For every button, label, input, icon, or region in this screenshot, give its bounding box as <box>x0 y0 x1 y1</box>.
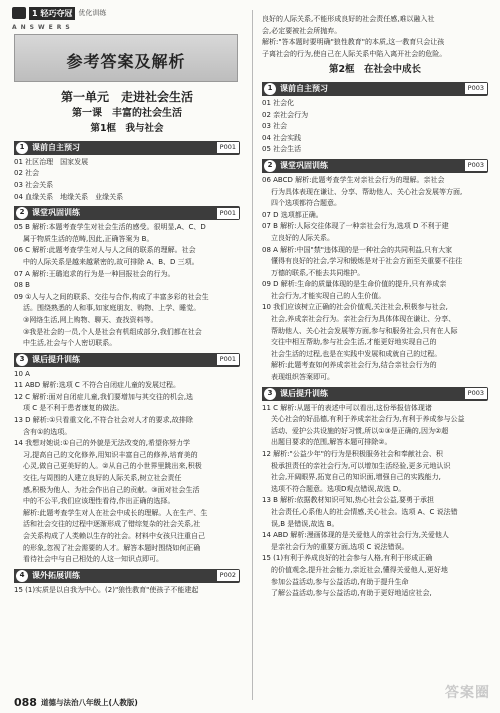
answer-line: 02 亲社会行为 <box>262 110 309 119</box>
answer-line: 的价值观念,提升社会能力,亲近社会,懂得关爱他人,更好地 <box>271 565 448 574</box>
section-page-code: P002 <box>217 570 239 581</box>
section-page-code: P003 <box>465 160 487 171</box>
answer-line: 社会责任,心系他人的社会情感,关心社会。选项 A、C 说法错 <box>271 507 458 516</box>
book-title: 道德与法治八年级上(人教版) <box>40 698 138 707</box>
section-header <box>14 141 240 155</box>
answer-line: 解析:"答本题时要明确"狼性教育"的本质,这一教育只会让孩 <box>262 38 445 47</box>
answer-line: 13 B 解析:依据教材知识可知,热心社会公益,要勇于承担 <box>262 496 434 505</box>
answer-line: 属于物质生活的范畴,因此,正确答案为 B。 <box>23 234 154 243</box>
answer-line: 10 我们应该树立正确的社会价值观,关注社会,积极参与社会, <box>262 303 448 312</box>
answers-label: ANSWERS <box>12 24 74 31</box>
answer-line: 01 社区治理 国家发展 <box>14 157 89 166</box>
answer-line: 02 社会 <box>14 169 40 178</box>
answer-line: 03 社会关系 <box>14 180 54 189</box>
unit-title: 第一单元 走进社会生活 <box>60 90 193 104</box>
answer-line: 表现组织答案即可。 <box>271 373 334 382</box>
answer-line: 解析:此题考查如何养成亲社会行为,结合亲社会行为的 <box>271 361 437 370</box>
section-page-code: P001 <box>217 208 239 219</box>
answer-line: 14 我想对她说:①自己的外貌是无法改变的,希望你努力学 <box>14 439 190 448</box>
section-title: 课后提升训练 <box>32 354 80 364</box>
answer-line: 项 C 是不利于患者康复的做法。 <box>23 404 124 413</box>
answer-line: 01 社会化 <box>262 98 295 107</box>
answer-line: 13 D 解析:①只看重文化,不符合社会对人才的要求,故排除 <box>14 416 193 425</box>
answer-line: 了解公益活动,参与公益活动,有助于更好地适应社会, <box>271 589 432 598</box>
answer-line: 05 社会生活 <box>262 145 302 154</box>
answer-line: 看待社会中与自己相处的人这一知识点即可。 <box>23 555 163 564</box>
answer-line: 子离社会的行为,使自己在人际关系中陷入离开社会的危险。 <box>262 49 447 58</box>
answer-line: 社会,开阔眼界,拓宽自己的知识面,增强自己的实践能力, <box>271 473 441 482</box>
section-number: 3 <box>264 388 276 400</box>
answer-line: 的形象,忽视了社会需要的人才。解答本题时围绕如何正确 <box>23 543 201 552</box>
answer-line: ③我是社会的一员,个人是社会有机组成部分,我们都在社会 <box>23 327 202 336</box>
brand-logo-group <box>12 6 106 20</box>
answer-line: 07 D 选项都正确。 <box>262 210 323 219</box>
answer-line: 是亲社会行为的重要方面,选项 C 说法错误。 <box>271 542 409 551</box>
section-title: 课堂巩固训练 <box>32 208 80 218</box>
section-title: 课前自主预习 <box>280 84 328 94</box>
section-page-code: P001 <box>217 354 239 365</box>
answer-line: 09 D 解析:生命的质量体现的是生命价值的提升,只有养成亲 <box>262 280 447 289</box>
right-sections <box>262 82 488 600</box>
answer-line: 万德的联系,不能去共同维护。 <box>271 268 365 277</box>
section-title: 课后提升训练 <box>280 388 328 398</box>
section-header <box>262 82 488 96</box>
answer-line: 12 解析:"公益少年"的行为是积极服务社会和奉献社会、积 <box>262 450 443 458</box>
frame-title: 第1框 我与社会 <box>90 123 164 135</box>
left-sections <box>14 141 240 597</box>
column-divider <box>252 10 253 700</box>
answer-line: 04 血缘关系 地缘关系 业缘关系 <box>14 192 124 201</box>
answer-line: 15 (1)有利于养成良好的社会参与人格,有利于形成正确 <box>262 554 433 563</box>
answer-line: 参加公益活动,参与公益活动,有助于提升生命 <box>271 577 409 586</box>
answer-line: 习,提高自己的文化修养,用知识丰富自己的修养,培育美的 <box>23 450 198 459</box>
answer-line: 07 B 解析:人际交往体现了一种亲社会行为,选项 D 不利于建 <box>262 222 449 231</box>
answer-line: 立良好的人际关系。 <box>271 233 334 242</box>
answer-line: 09 ①人与人之间的联系、交往与合作,构成了丰富多彩的社会生 <box>14 292 209 301</box>
answer-line: 关心社会的好品德,有利于养成亲社会行为,有利于养成参与公益 <box>271 415 465 424</box>
answer-line: 08 B <box>14 281 30 290</box>
answer-line: 解析:此题考查学生对人在社会中成长的理解。人在生产、生 <box>23 508 208 517</box>
section-page-code: P003 <box>465 83 487 94</box>
answer-line: 良好的人际关系,不能形成良好的社会责任感,难以融入社 <box>262 15 435 23</box>
section-page-code: P001 <box>217 142 239 153</box>
answer-line: 社会生活的过程,也是在实践中发展和成就自己的过程。 <box>271 349 442 358</box>
answer-line: 04 社会实践 <box>262 133 302 142</box>
answer-line: 10 A <box>14 369 30 378</box>
answer-line: 03 社会 <box>262 122 288 131</box>
answer-line: 误,B 是错误,故选 B。 <box>271 519 339 528</box>
brand-subtitle: 优化训练 <box>78 8 107 17</box>
answer-line: 08 A 解析:中国"禁"违体现的是一种社会的共同利益,只有大家 <box>262 245 453 254</box>
answer-line: 含有①的选项。 <box>23 427 72 436</box>
answer-line: 中的不公平,我们应该理性看待,作出正确的选择。 <box>23 497 175 506</box>
frame-title-2: 第2框 在社会中成长 <box>328 64 422 76</box>
section-number: 3 <box>16 354 28 366</box>
answer-line: 06 ABCD 解析:此题考查学生对亲社会行为的理解。亲社会 <box>262 175 445 184</box>
answer-line: 交往,与周围的人建立良好的人际关系,树立社会责任 <box>23 474 182 483</box>
answer-line: 14 ABD 解析:漫画体现的是关爱他人的亲社会行为,关爱他人 <box>262 531 449 540</box>
section-page-code: P003 <box>465 388 487 399</box>
answer-line: 11 C 解析:从题干的表述中可以看出,这份举报信体现诸 <box>262 403 432 412</box>
section-header <box>262 387 488 401</box>
page-number: 088 <box>14 696 37 709</box>
brand-logo-icon <box>12 7 26 19</box>
right-column <box>262 14 488 600</box>
watermark: 答案圈 <box>445 685 490 701</box>
answer-line: 05 B 解析:本题考查学生对社会生活的感受。很明显,A、C、D <box>14 223 206 232</box>
answer-line: 出题目要求的范围,解答本题可排除②。 <box>271 438 392 447</box>
section-header <box>262 159 488 173</box>
answer-line: 会,必定要被社会所抛弃。 <box>262 26 342 35</box>
answer-line: 交往中相互帮助,参与社会生活,才能更好地实现自己的 <box>271 338 437 347</box>
banner-title: 参考答案及解析 <box>66 52 186 71</box>
answer-line: ③网络生活,网上购物、聊天、查找资料等。 <box>23 315 158 324</box>
answer-line: 06 C 解析:此题考查学生对人与人之间的联系的理解。社会 <box>14 246 196 255</box>
answer-line: 活动、爱护公共设施的好习惯,所以①③是正确的,因为②超 <box>271 426 449 435</box>
answer-line: 活。围绕熟悉的人和事,如家庭朋友、购物、上学、睡觉。 <box>23 304 201 313</box>
page-footer <box>14 696 138 709</box>
section-title: 课堂巩固训练 <box>280 161 328 171</box>
section-header <box>14 569 240 583</box>
answer-line: 行为具体表现在谦让、分享、帮助他人、关心社会发展等方面, <box>271 187 463 196</box>
answer-line: 心灵,做自己更美好的人。②从自己的小世界里跳出来,积极 <box>23 462 202 471</box>
answer-line: 12 C 解析:面对自闭症儿童,我们要增加与其交往的机会,选 <box>14 392 194 401</box>
section-header <box>14 353 240 367</box>
section-number: 1 <box>264 83 276 95</box>
brand-name: 1 轻巧夺冠 <box>29 7 75 20</box>
section-number: 2 <box>16 207 28 219</box>
answer-line: 极承担责任的亲社会行为,可以增加生活经验,更多元地认识 <box>271 461 451 470</box>
section-title: 课前自主预习 <box>32 142 80 152</box>
right-intro <box>262 14 488 60</box>
answer-line: 中生活,社会与个人密切联系。 <box>23 339 117 348</box>
answer-line: 帮助他人、关心社会发展等方面,参与和服务社会,只有在人际 <box>271 326 458 335</box>
section-title: 课外拓展训练 <box>32 570 80 580</box>
answer-line: 中的人际关系是越来越紧密的,故可排除 A、B、D 三项。 <box>23 257 199 266</box>
section-number: 4 <box>16 570 28 582</box>
section-number: 1 <box>16 142 28 154</box>
answer-line: 懂得有良好的社会,学习和锻炼是对于社会方面至关重要不往往 <box>271 257 463 266</box>
answer-line: 感,积极为他人、为社会作出自己的贡献。③面对社会生活 <box>23 485 200 494</box>
section-header <box>14 206 240 220</box>
answer-line: 四个选项都符合题意。 <box>271 199 341 208</box>
answer-line: 社会,养成亲社会行为。亲社会行为具体体现在谦让、分享、 <box>271 315 456 324</box>
lesson-title: 第一课 丰富的社会生活 <box>72 107 182 119</box>
left-column <box>14 88 240 596</box>
answer-line: 15 (1)实质是以自我为中心。(2)"狼性教育"使孩子不能建起 <box>14 585 199 594</box>
answer-line: 社会行为,才能实现自己的人生价值。 <box>271 291 386 300</box>
title-banner <box>14 34 238 82</box>
section-number: 2 <box>264 160 276 172</box>
answer-line: 活和社会交往的过程中逐渐形成了错综复杂的社会关系,社 <box>23 520 201 529</box>
answer-line: 07 A 解析:王璐追求的行为是一种回报社会的行为。 <box>14 269 175 278</box>
answer-line: 会关系构成了人类赖以生存的社会。材料中女孩只注重自己 <box>23 532 205 540</box>
answer-line: 11 ABD 解析:选项 C 不符合自闭症儿童的发展过程。 <box>14 381 181 390</box>
answer-line: 选项不符合题意。选项D观点错误,故选 D。 <box>271 484 406 493</box>
